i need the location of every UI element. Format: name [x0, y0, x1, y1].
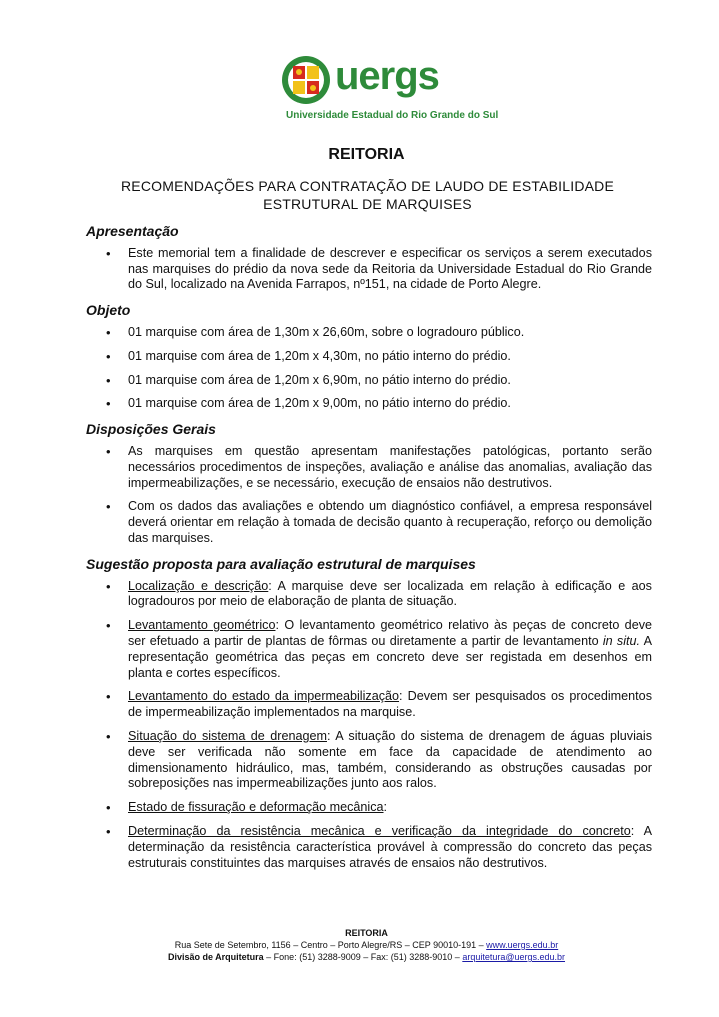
disposicoes-list	[86, 444, 652, 547]
section-heading-objeto: Objeto	[86, 302, 131, 319]
item-term: Estado de fissuração e deformação mecânica	[128, 800, 384, 815]
footer-title: REITORIA	[345, 928, 388, 938]
document-body	[86, 224, 652, 881]
logo-wordmark: uergs	[335, 54, 439, 98]
list-item: • Com os dados das avaliações e obtendo um diagnóstico confiável, a empresa responsável deverá orientar em relação à tomada de decisão quanto à recuperação, reforço ou demolição das marquises.	[86, 499, 652, 546]
item-text: : Devem ser pesquisados os procedimentos de impermeabilização implementados na marquise.	[128, 689, 652, 720]
list-item: • 01 marquise com área de 1,30m x 26,60m, sobre o logradouro público.	[86, 325, 652, 341]
footer-phone-fax: – Fone: (51) 3288-9009 – Fax: (51) 3288-9010 –	[263, 952, 463, 962]
sugestao-list	[86, 579, 652, 872]
footer-division: Divisão de Arquitetura	[167, 952, 264, 962]
section-heading-disposicoes: Disposições Gerais	[86, 421, 216, 438]
section-heading-sugestao: Sugestão proposta para avaliação estrutural de marquises	[86, 555, 476, 572]
subtitle-line: ESTRUTURAL DE MARQUISES	[263, 196, 472, 212]
list-item	[86, 824, 652, 871]
item-term: Levantamento geométrico	[128, 618, 276, 633]
footer-address-line	[14, 939, 719, 951]
subtitle-line: RECOMENDAÇÕES PARA CONTRATAÇÃO DE LAUDO DE ESTABILIDADE	[120, 178, 615, 194]
item-text: : A determinação da resistência característica provável à compressão do concreto das peças estruturais constituintes das marquises através de ensaios não destrutivos.	[128, 823, 652, 870]
logo-subtitle: Universidade Estadual do Rio Grande do Sul	[286, 110, 499, 121]
item-italic: in situ.	[602, 633, 641, 648]
list-item	[86, 579, 652, 611]
list-item: • 01 marquise com área de 1,20m x 6,90m, no pátio interno do prédio.	[86, 373, 652, 389]
objeto-list	[86, 325, 652, 412]
item-text: : O levantamento geométrico relativo às peças de concreto deve ser efetuado a partir de plantas de fôrmas ou diretamente a partir de levantamento	[128, 618, 652, 648]
item-term: Levantamento do estado da impermeabilização	[128, 689, 400, 704]
item-text: : A situação do sistema de drenagem de águas pluviais deve ser verificada não somente em face da capacidade de atendimento ao dimensionamento hidráulico, mas, também, considerando as obstruções causadas por sobreposições nas impermeabilizações junto aos ralos.	[128, 728, 653, 791]
list-item: • 01 marquise com área de 1,20m x 9,00m, no pátio interno do prédio.	[86, 396, 652, 412]
list-item: • Este memorial tem a finalidade de descrever e especificar os serviços a serem executados nas marquises do prédio da nova sede da Reitoria da Universidade Estadual do Rio Grande do Sul, localizado na Avenida Farrapos, nº151, na cidade de Porto Alegre.	[86, 246, 652, 293]
section-heading-apresentacao: Apresentação	[86, 223, 179, 239]
item-term: Situação do sistema de drenagem	[128, 728, 327, 743]
list-item: • As marquises em questão apresentam manifestações patológicas, portanto serão necessários procedimentos de inspeções, avaliação e análise das anomalias, avaliação das impermeabilizações, e se necessário, execução de ensaios não destrutivos.	[86, 444, 652, 491]
uergs-logo	[280, 54, 499, 124]
item-term: Localização e descrição	[128, 578, 269, 593]
list-item	[86, 800, 652, 816]
page-title: REITORIA	[328, 146, 405, 163]
footer-contact-line	[14, 951, 719, 963]
uergs-emblem-icon	[280, 54, 332, 106]
page-footer	[0, 927, 719, 963]
website-link[interactable]: www.uergs.edu.br	[486, 940, 559, 950]
list-item	[86, 689, 652, 721]
document-subtitle	[100, 177, 635, 213]
list-item	[86, 729, 652, 792]
list-item: • 01 marquise com área de 1,20m x 4,30m, no pátio interno do prédio.	[86, 349, 652, 365]
item-text: :	[383, 800, 388, 815]
list-item	[86, 618, 652, 681]
footer-address: Rua Sete de Setembro, 1156 – Centro – Porto Alegre/RS – CEP 90010-191 –	[174, 940, 487, 950]
apresentacao-list	[86, 246, 652, 293]
item-text: A representação geométrica das peças em concreto deve ser registada em desenhos em planta e cortes específicos.	[128, 633, 652, 680]
item-text: : A marquise deve ser localizada em relação à edificação e aos logradouros por meio de elaboração de planta de situação.	[128, 578, 652, 609]
email-link[interactable]: arquitetura@uergs.edu.br	[462, 952, 566, 962]
item-term: Determinação da resistência mecânica e verificação da integridade do concreto	[128, 823, 631, 838]
